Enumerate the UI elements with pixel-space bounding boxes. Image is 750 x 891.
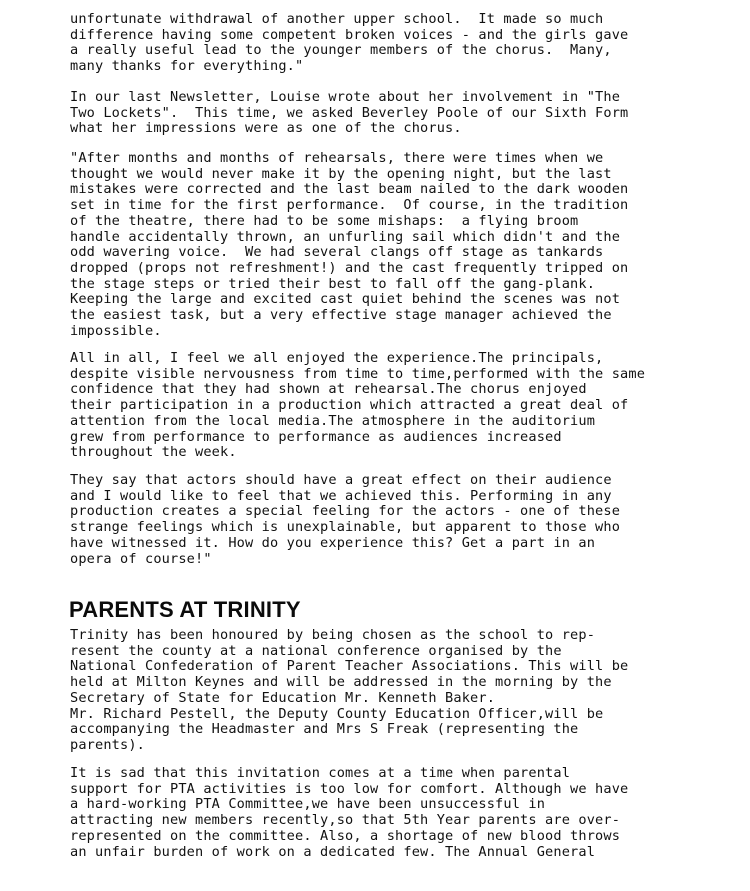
text-line: attracting new members recently,so that 5th Year parents are over- xyxy=(70,812,621,829)
rehearsals-paragraph xyxy=(70,151,628,339)
text-line: the stage steps or tried their best to fall off the gang-plank. xyxy=(70,275,596,292)
text-line: have witnessed it. How do you experience this? Get a part in an xyxy=(70,534,596,551)
text-line: They say that actors should have a great effect on their audience xyxy=(70,472,612,488)
text-line: attention from the local media.The atmosphere in the auditorium xyxy=(70,412,596,429)
text-line: difference having some competent broken voices - and the girls gave xyxy=(70,26,629,43)
section-heading-parents-at-trinity: PARENTS AT TRINITY xyxy=(69,597,301,622)
text-line: Two Lockets". This time, we asked Beverley Poole of our Sixth Form xyxy=(70,104,629,121)
text-line: impossible. xyxy=(70,322,162,339)
text-line: held at Milton Keynes and will be addressed in the morning by the xyxy=(70,674,612,691)
text-line: All in all, I feel we all enjoyed the experience.The principals, xyxy=(70,350,604,366)
text-line: support for PTA activities is too low for comfort. Although we have xyxy=(70,780,629,797)
text-line: handle accidentally thrown, an unfurling sail which didn't and the xyxy=(70,228,621,245)
text-line: a hard-working PTA Committee,we have been unsuccessful in xyxy=(70,796,546,813)
text-line: In our last Newsletter, Louise wrote about her involvement in "The xyxy=(70,89,621,105)
text-line: an unfair burden of work on a dedicated few. The Annual General xyxy=(70,843,596,860)
text-line: accompanying the Headmaster and Mrs S Freak (representing the xyxy=(70,721,579,738)
text-line: National Confederation of Parent Teacher Associations. This will be xyxy=(70,658,629,675)
text-line: represented on the committee. Also, a shortage of new blood throws xyxy=(70,827,621,844)
text-line: production creates a special feeling for the actors - one of these xyxy=(70,503,621,520)
text-line: what her impressions were as one of the chorus. xyxy=(70,120,462,137)
text-line: throughout the week. xyxy=(70,444,237,461)
text-line: Secretary of State for Education Mr. Kenneth Baker. xyxy=(70,689,496,706)
text-line: opera of course!" xyxy=(70,550,212,567)
text-line: thought we would never make it by the opening night, but the last xyxy=(70,165,612,182)
all-in-all-paragraph xyxy=(70,351,645,461)
text-line: It is sad that this invitation comes at a time when parental xyxy=(70,765,571,781)
text-line: Trinity has been honoured by being chosen as the school to rep- xyxy=(70,627,596,643)
pta-support-paragraph xyxy=(70,766,628,860)
text-line: odd wavering voice. We had several clangs off stage as tankards xyxy=(70,244,604,261)
text-line: resent the county at a national conference organised by the xyxy=(70,642,562,659)
text-line: their participation in a production which attracted a great deal of xyxy=(70,397,629,414)
conference-paragraph xyxy=(70,628,628,754)
text-line: mistakes were corrected and the last beam nailed to the dark wooden xyxy=(70,181,629,198)
text-line: Keeping the large and excited cast quiet behind the scenes was not xyxy=(70,291,621,308)
text-line: unfortunate withdrawal of another upper school. It made so much xyxy=(70,11,604,27)
closing-paragraph-chorus-thanks xyxy=(70,12,628,75)
actors-paragraph xyxy=(70,473,620,567)
text-line: of the theatre, there had to be some mishaps: a flying broom xyxy=(70,212,579,229)
text-line: the easiest task, but a very effective stage manager achieved the xyxy=(70,307,612,324)
text-line: set in time for the first performance. Of course, in the tradition xyxy=(70,197,629,214)
text-line: despite visible nervousness from time to time,performed with the same xyxy=(70,365,646,382)
intro-paragraph-beverley-poole xyxy=(70,90,628,137)
text-line: a really useful lead to the younger members of the chorus. Many, xyxy=(70,42,612,59)
text-line: parents). xyxy=(70,736,146,753)
text-line: many thanks for everything." xyxy=(70,58,304,75)
text-line: dropped (props not refreshment!) and the cast frequently tripped on xyxy=(70,259,629,276)
text-line: confidence that they had shown at rehearsal.The chorus enjoyed xyxy=(70,381,587,398)
text-line: and I would like to feel that we achieved this. Performing in any xyxy=(70,487,612,504)
text-line: strange feelings which is unexplainable, but apparent to those who xyxy=(70,519,621,536)
text-line: grew from performance to performance as audiences increased xyxy=(70,428,562,445)
text-line: "After months and months of rehearsals, there were times when we xyxy=(70,150,604,166)
text-line: Mr. Richard Pestell, the Deputy County Education Officer,will be xyxy=(70,705,604,722)
